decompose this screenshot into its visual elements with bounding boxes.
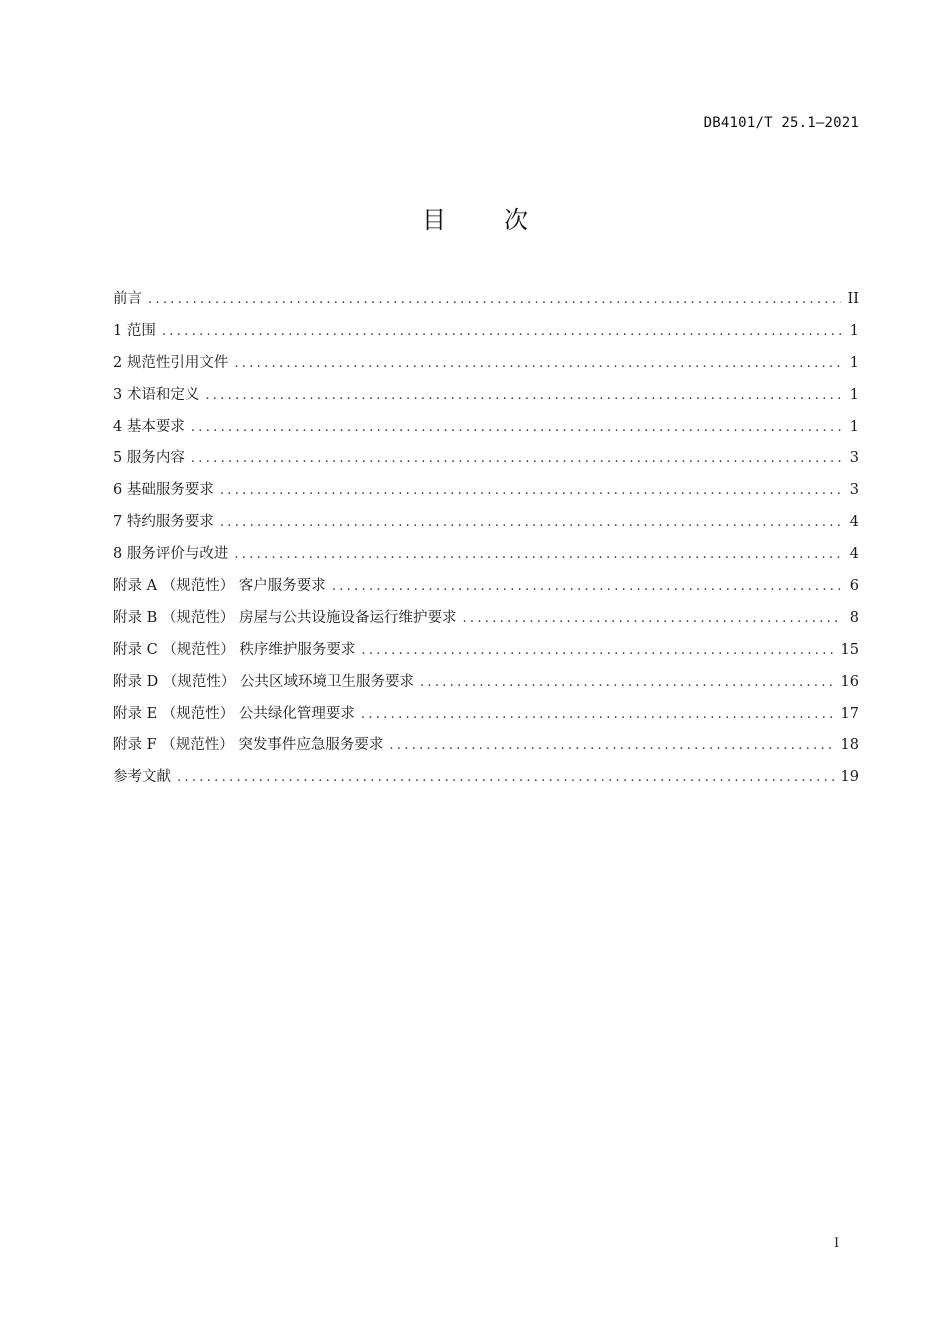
toc-leader-dots xyxy=(162,316,841,348)
toc-leader-dots xyxy=(389,730,834,762)
toc-entry-appendix-c[interactable] xyxy=(113,635,859,667)
toc-leader-dots xyxy=(220,475,841,507)
toc-entry-special-service-requirements[interactable] xyxy=(113,507,859,539)
toc-entry-service-evaluation[interactable] xyxy=(113,539,859,571)
toc-entry-page: 18 xyxy=(840,737,859,754)
toc-entry-scope[interactable] xyxy=(113,316,859,348)
toc-entry-foreword[interactable] xyxy=(113,284,859,316)
toc-entry-label: 3 术语和定义 xyxy=(113,386,200,403)
toc-title: 目次 xyxy=(422,206,586,234)
toc-entry-page: 4 xyxy=(849,514,859,531)
toc-leader-dots xyxy=(361,699,835,731)
toc-entry-label: 附录 F （规范性） 突发事件应急服务要求 xyxy=(113,737,384,754)
document-code: DB4101/T 25.1—2021 xyxy=(703,115,859,131)
toc-entry-label: 4 基本要求 xyxy=(113,418,185,435)
toc-entry-page: 8 xyxy=(849,609,859,626)
toc-entry-page: 19 xyxy=(840,769,859,786)
toc-entry-page: 1 xyxy=(849,354,859,371)
toc-entry-page: 6 xyxy=(849,578,859,595)
toc-entry-basic-requirements[interactable] xyxy=(113,412,859,444)
toc-entry-page: 3 xyxy=(849,450,859,467)
toc-leader-dots xyxy=(191,412,841,444)
toc-leader-dots xyxy=(220,507,841,539)
toc-entry-page: 16 xyxy=(840,673,859,690)
toc-leader-dots xyxy=(462,603,841,635)
toc-entry-basic-service-requirements[interactable] xyxy=(113,475,859,507)
toc-entry-appendix-d[interactable] xyxy=(113,667,859,699)
toc-entry-label: 8 服务评价与改进 xyxy=(113,546,229,563)
toc-leader-dots xyxy=(205,380,841,412)
toc-entry-appendix-f[interactable] xyxy=(113,730,859,762)
toc-entry-page: 15 xyxy=(840,641,859,658)
toc-entry-label: 1 范围 xyxy=(113,322,156,339)
toc-leader-dots xyxy=(332,571,841,603)
toc-entry-page: 17 xyxy=(840,705,859,722)
toc-leader-dots xyxy=(191,443,841,475)
toc-entry-terms-definitions[interactable] xyxy=(113,380,859,412)
table-of-contents xyxy=(113,284,859,794)
toc-entry-appendix-b[interactable] xyxy=(113,603,859,635)
toc-entry-label: 6 基础服务要求 xyxy=(113,482,214,499)
toc-leader-dots xyxy=(234,348,841,380)
toc-entry-label: 附录 B （规范性） 房屋与公共设施设备运行维护要求 xyxy=(113,609,457,626)
toc-leader-dots xyxy=(420,667,835,699)
toc-entry-page: 1 xyxy=(849,386,859,403)
toc-entry-service-content[interactable] xyxy=(113,443,859,475)
toc-entry-label: 附录 E （规范性） 公共绿化管理要求 xyxy=(113,705,355,722)
toc-entry-label: 7 特约服务要求 xyxy=(113,514,214,531)
toc-entry-label: 2 规范性引用文件 xyxy=(113,354,229,371)
toc-entry-page: 4 xyxy=(849,546,859,563)
toc-entry-label: 附录 A （规范性） 客户服务要求 xyxy=(113,578,326,595)
toc-entry-label: 5 服务内容 xyxy=(113,450,185,467)
toc-entry-bibliography[interactable] xyxy=(113,762,859,794)
toc-entry-appendix-a[interactable] xyxy=(113,571,859,603)
toc-entry-label: 附录 C （规范性） 秩序维护服务要求 xyxy=(113,641,356,658)
toc-leader-dots xyxy=(148,284,841,316)
toc-entry-page: 1 xyxy=(849,418,859,435)
toc-entry-page: 3 xyxy=(849,482,859,499)
toc-entry-page: II xyxy=(847,291,859,307)
toc-leader-dots xyxy=(361,635,834,667)
toc-leader-dots xyxy=(234,539,841,571)
toc-entry-label: 附录 D （规范性） 公共区域环境卫生服务要求 xyxy=(113,673,414,690)
toc-entry-label: 参考文献 xyxy=(113,769,171,786)
toc-leader-dots xyxy=(177,762,835,794)
page-number: I xyxy=(834,1236,840,1251)
toc-entry-appendix-e[interactable] xyxy=(113,699,859,731)
toc-entry-page: 1 xyxy=(849,322,859,339)
toc-entry-label: 前言 xyxy=(113,291,142,307)
toc-entry-normative-references[interactable] xyxy=(113,348,859,380)
